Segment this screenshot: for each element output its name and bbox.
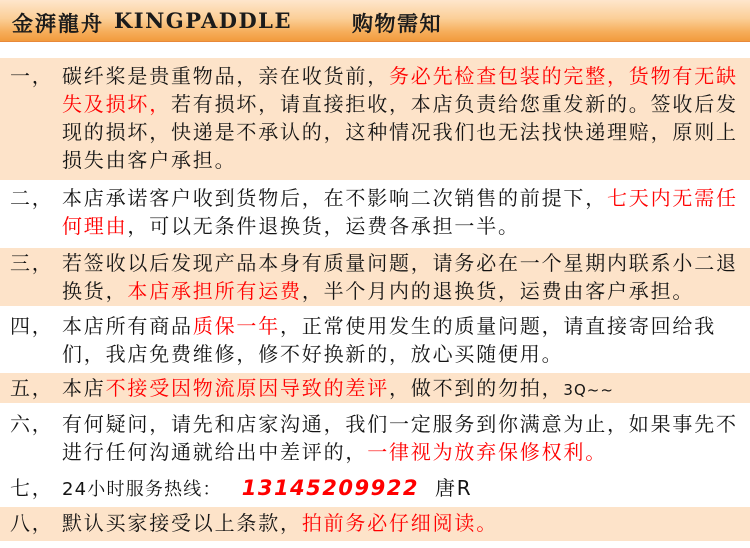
highlight-text: 不接受因物流原因导致的差评 — [105, 376, 390, 400]
highlight-text: 一律视为放弃保修权利。 — [367, 440, 608, 464]
text-segment: 碳纤桨是贵重物品，亲在收货前， — [62, 64, 389, 88]
text-segment: ，可以无条件退换货，运费各承担一半。 — [127, 214, 520, 238]
thanks-text: 3Q~~ — [563, 381, 614, 399]
brand-name-cn: 金湃龍舟 — [12, 11, 104, 36]
text-line — [62, 509, 750, 537]
text-segment: 们，我店免费维修，修不好换新的，放心买随便用。 — [62, 342, 564, 366]
notice-item-2 — [0, 182, 750, 246]
item-text — [62, 474, 750, 502]
text-segment: 进行任何沟通就给出中差评的， — [62, 440, 368, 464]
text-segment: 若有损坏，请直接拒收，本店负责给您重发新的。签收后发 — [171, 92, 738, 116]
notice-item-7 — [0, 472, 750, 504]
text-line — [62, 312, 750, 340]
text-line — [62, 249, 750, 277]
highlight-text: 本店承担所有运费 — [127, 279, 302, 303]
highlight-text: 七天内无需任 — [607, 186, 738, 210]
item-text — [62, 62, 750, 174]
text-segment: ，半个月内的退换货，运费由客户承担。 — [301, 279, 695, 303]
item-text — [62, 374, 750, 402]
brand-name-en: KINGPADDLE — [114, 8, 292, 33]
item-number: 三， — [10, 251, 54, 275]
page-title: 购物需知 — [352, 12, 442, 36]
text-segment: 若签收以后发现产品本身有质量问题，请务必在一个星期内联系小二退 — [62, 251, 738, 275]
text-segment: 有何疑问，请先和店家沟通，我们一定服务到你满意为止，如果事先不 — [62, 412, 738, 436]
item-number: 一， — [10, 64, 54, 88]
hotline-label: 24小时服务热线： — [62, 479, 222, 500]
highlight-text: 质保一年 — [192, 314, 281, 338]
text-line — [62, 277, 750, 305]
text-segment: 损失由客户承担。 — [62, 148, 237, 172]
text-line — [62, 438, 750, 466]
item-text — [62, 184, 750, 240]
item-number: 五， — [10, 376, 54, 400]
hotline-number: 13145209922 — [241, 476, 419, 500]
item-number: 六， — [10, 412, 54, 436]
notice-item-1 — [0, 58, 750, 180]
text-line — [62, 118, 750, 146]
text-segment: 换货， — [62, 279, 128, 303]
contact-name: 唐R — [434, 476, 473, 500]
notice-item-3 — [0, 248, 750, 306]
item-text — [62, 509, 750, 537]
text-line — [62, 90, 750, 118]
highlight-text: 拍前务必仔细阅读。 — [301, 511, 499, 535]
text-line — [62, 184, 750, 212]
text-line — [62, 62, 750, 90]
item-number: 七， — [10, 476, 54, 500]
text-segment: 本店承诺客户收到货物后，在不影响二次销售的前提下， — [62, 186, 607, 210]
text-segment: 本店 — [62, 376, 106, 400]
text-line — [62, 374, 750, 402]
text-segment: 本店所有商品 — [62, 314, 193, 338]
text-segment: 默认买家接受以上条款， — [62, 511, 302, 535]
notice-item-5 — [0, 373, 750, 403]
notice-item-8 — [0, 507, 750, 541]
text-segment: ，做不到的勿拍， — [389, 376, 564, 400]
highlight-text: 失及损坏， — [62, 92, 171, 116]
item-text — [62, 410, 750, 466]
item-number: 二， — [10, 186, 54, 210]
item-text — [62, 249, 750, 305]
item-text — [62, 312, 750, 368]
text-line — [62, 212, 750, 240]
notice-item-4 — [0, 310, 750, 372]
notice-item-6 — [0, 408, 750, 470]
header-bar — [0, 0, 750, 42]
text-segment: ，正常使用发生的质量问题，请直接寄回给我 — [280, 314, 717, 338]
text-segment: 现的损坏，快递是不承认的，这种情况我们也无法找快递理赔，原则上 — [62, 120, 738, 144]
item-number: 八， — [10, 511, 54, 535]
text-line — [62, 146, 750, 174]
text-line — [62, 474, 750, 502]
highlight-text: 务必先检查包装的完整，货物有无缺 — [389, 64, 738, 88]
item-number: 四， — [10, 314, 54, 338]
text-line — [62, 340, 750, 368]
text-line — [62, 410, 750, 438]
highlight-text: 何理由 — [62, 214, 128, 238]
